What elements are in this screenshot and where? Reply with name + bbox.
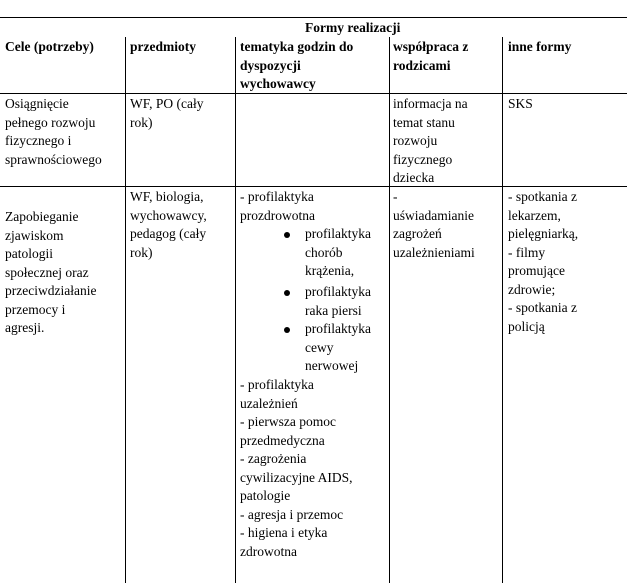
header-wspolpraca-line: rodzicami [393, 57, 451, 73]
bullet-icon [284, 327, 290, 333]
row2-przedmioty-line: WF, biologia, [130, 189, 204, 204]
row1-cele-line: pełnego rozwoju [5, 114, 96, 130]
table-top-border [0, 17, 627, 18]
row2-tematyka-bullet-3 [305, 320, 371, 376]
row1-cele-line: Osiągnięcie [5, 96, 69, 111]
row1-cele-line: fizycznego i [5, 133, 72, 148]
row2-cele-line: agresji. [5, 320, 45, 335]
bullet-icon [284, 290, 290, 296]
row2-inne-line: pielęgniarką, [508, 226, 579, 241]
row2-inne [508, 188, 578, 336]
bullet-line: chorób [305, 244, 343, 260]
row2-tematyka-line: przedmedyczna [240, 432, 325, 448]
row2-cele-line: Zapobieganie [5, 209, 79, 224]
col-line-4 [502, 37, 503, 583]
row2-przedmioty-line: rok) [130, 244, 153, 260]
row2-tematyka-line: zdrowotna [240, 543, 297, 559]
row2-wspolpraca-line: uświadamianie [393, 207, 474, 223]
row2-tematyka-line: - higiena i etyka [240, 525, 328, 540]
row2-cele-line: zjawiskom [5, 227, 64, 243]
row1-wspolpraca-line: dziecka [393, 170, 435, 185]
row2-wspolpraca-line: uzależnieniami [393, 244, 475, 260]
row2-cele-line: przeciwdziałanie [5, 283, 97, 298]
header-cele: Cele (potrzeby) [5, 39, 94, 54]
header-przedmioty: przedmioty [130, 39, 196, 54]
bullet-icon [284, 232, 290, 238]
col-line-1 [125, 37, 126, 583]
bullet-line: raka piersi [305, 302, 362, 318]
group-header: Formy realizacji [305, 20, 401, 35]
row2-wspolpraca [393, 188, 475, 262]
row2-tematyka-line: prozdrowotna [240, 207, 315, 223]
row2-inne-line: zdrowie; [508, 281, 556, 297]
row2-inne-line: - spotkania z [508, 189, 577, 204]
row2-tematyka-line: uzależnień [240, 395, 298, 411]
row2-tematyka-line: patologie [240, 488, 291, 503]
row2-wspolpraca-line: - [393, 189, 398, 204]
bullet-line: profilaktyka [305, 321, 371, 336]
row2-cele-line: patologii [5, 246, 53, 261]
row2-tematyka-line: cywilizacyjne AIDS, [240, 469, 353, 485]
header-inne: inne formy [508, 39, 572, 54]
row2-wspolpraca-line: zagrożeń [393, 226, 442, 241]
header-wspolpraca [393, 38, 468, 75]
row2-przedmioty [130, 188, 207, 262]
bullet-line: profilaktyka [305, 284, 371, 299]
row2-przedmioty-line: pedagog (cały [130, 226, 207, 241]
bullet-line: cewy [305, 339, 334, 355]
row1-przedmioty-line: WF, PO (cały [130, 96, 204, 111]
header-tematyka [240, 38, 353, 94]
row2-tematyka-line: - pierwsza pomoc [240, 414, 336, 429]
row2-cele-line: przemocy i [5, 301, 66, 317]
row2-inne-line: policją [508, 318, 545, 334]
row1-inne [508, 95, 533, 114]
row2-tematyka-top [240, 188, 315, 225]
row2-tematyka-rest [240, 376, 352, 561]
header-tematyka-line: wychowawcy [240, 76, 316, 91]
bullet-line: profilaktyka [305, 226, 371, 241]
row1-bottom-border [0, 186, 627, 187]
header-tematyka-line: dyspozycji [240, 57, 301, 73]
row1-wspolpraca-line: temat stanu [393, 114, 455, 130]
row2-tematyka-line: - zagrożenia [240, 451, 307, 466]
row1-wspolpraca-line: rozwoju [393, 133, 438, 148]
row2-przedmioty-line: wychowawcy, [130, 207, 207, 223]
row2-tematyka-line: - profilaktyka [240, 377, 314, 392]
row2-inne-line: lekarzem, [508, 207, 561, 223]
row2-cele [5, 208, 96, 338]
col-line-3 [389, 37, 390, 583]
row2-tematyka-bullet-2 [305, 283, 371, 320]
row1-cele-line: sprawnościowego [5, 151, 102, 167]
row1-wspolpraca [393, 95, 468, 188]
row1-wspolpraca-line: fizycznego [393, 151, 453, 167]
row1-inne-line: SKS [508, 96, 533, 111]
row2-inne-line: - spotkania z [508, 300, 577, 315]
row1-cele [5, 95, 102, 169]
row2-tematyka-line: - profilaktyka [240, 189, 314, 204]
row2-tematyka-bullet-1 [305, 225, 371, 281]
row2-inne-line: promujące [508, 263, 565, 278]
row1-przedmioty-line: rok) [130, 114, 153, 130]
row2-tematyka-line: - agresja i przemoc [240, 506, 344, 522]
row1-przedmioty [130, 95, 204, 132]
row2-cele-line: społecznej oraz [5, 264, 89, 280]
row2-inne-line: - filmy [508, 244, 546, 260]
header-tematyka-line: tematyka godzin do [240, 39, 354, 54]
col-line-2 [235, 37, 236, 583]
bullet-line: nerwowej [305, 358, 359, 373]
header-wspolpraca-line: współpraca z [393, 39, 469, 54]
row1-wspolpraca-line: informacja na [393, 96, 468, 111]
bullet-line: krążenia, [305, 263, 355, 278]
